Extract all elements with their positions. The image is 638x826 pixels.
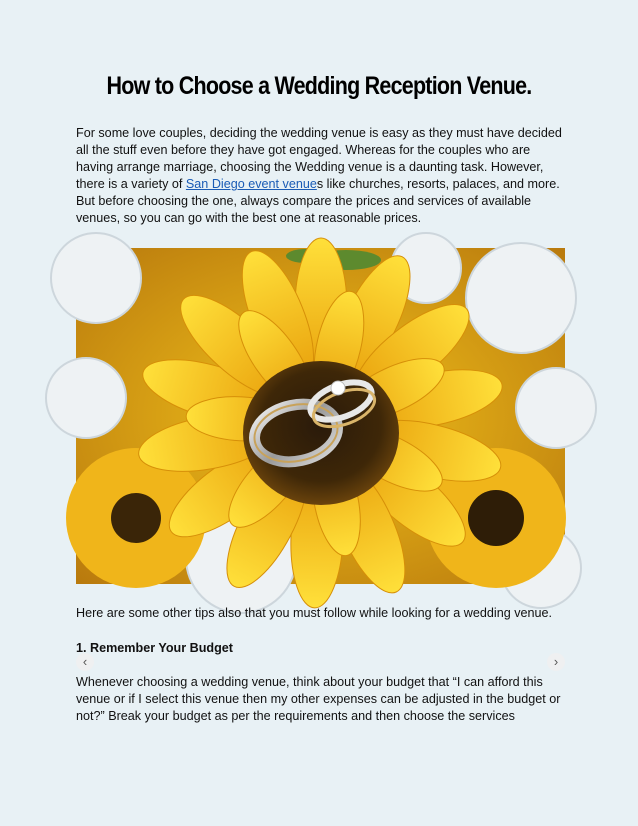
section-heading-budget: 1. Remember Your Budget bbox=[76, 641, 233, 655]
sunflower-rings-illustration bbox=[76, 248, 565, 584]
tips-intro: Here are some other tips also that you must follow while looking for a wedding venue. bbox=[76, 606, 553, 620]
san-diego-venues-link[interactable]: San Diego event venue bbox=[185, 177, 317, 191]
page-title: How to Choose a Wedding Reception Venue. bbox=[106, 72, 532, 100]
photo-prev-arrow[interactable]: ‹ bbox=[76, 653, 94, 671]
intro-paragraph bbox=[76, 125, 566, 227]
intro-text-before-link: For some love couples, deciding the wedding venue is easy as they must have decided all the stuff even before they have got engaged. Whereas for the couples who are having arrange marriage, choosing the Wedding venue is a daunting task. However, there is a variety of bbox=[76, 126, 562, 191]
section-body-budget: Whenever choosing a wedding venue, think about your budget that “I can afford this venue or if I select this venue then my other expenses can be adjusted in the budget or not?” Break your budget as per the requirements and then choose the services bbox=[76, 675, 561, 723]
intro-text-after-link: s like churches, resorts, palaces, and more. But before choosing the one, always compare the prices and services of available venues, so you can go with the best one at reasonable prices. bbox=[76, 177, 560, 225]
photo-next-arrow[interactable]: › bbox=[547, 653, 565, 671]
